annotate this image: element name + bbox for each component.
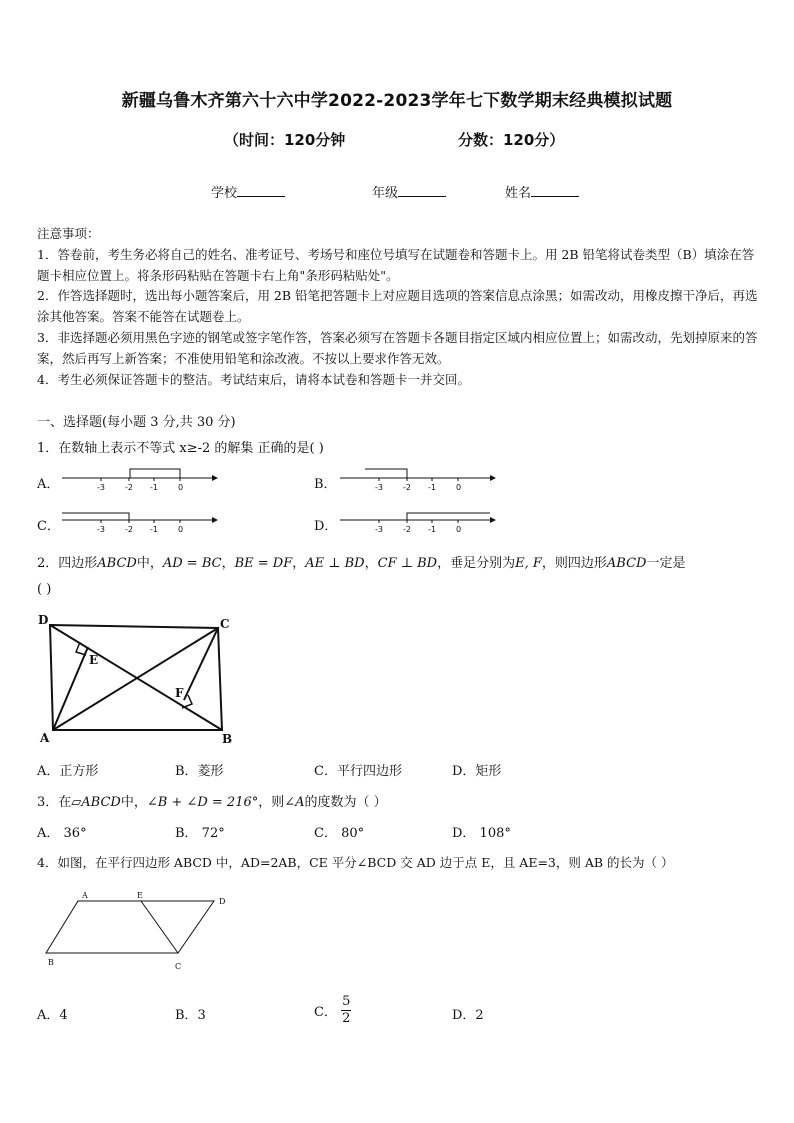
fraction-denominator: 2 (342, 1011, 351, 1026)
tick-label: -2 (125, 483, 133, 492)
q1-stem: 1．在数轴上表示不等式 x≥-2 的解集 正确的是( ) (37, 441, 324, 456)
q2-condition: AE ⊥ BD (305, 556, 365, 571)
q4-stem: 4．如图，在平行四边形 ABCD 中，AD=2AB，CE 平分∠BCD 交 AD 边于点 E，且 AE=3，则 AB 的长为（ ） (37, 855, 674, 870)
vertex-label-b: B (222, 732, 233, 746)
tick-label: -3 (97, 483, 105, 492)
notes-block (37, 224, 759, 390)
vertex-label-d: D (38, 613, 49, 627)
q4-option-a: A．4 (37, 1008, 68, 1023)
q4-option-b: B．3 (175, 1008, 206, 1023)
q4-option-d: D．2 (452, 1008, 484, 1023)
q4-option-c (314, 994, 351, 1027)
q1-numberline-b (340, 466, 500, 496)
section-title: 一、选择题(每小题 3 分,共 30 分) (37, 415, 236, 430)
q2-option-b: B．菱形 (175, 764, 224, 779)
q3-stem-part: 中， (120, 795, 147, 810)
vertex-label-d: D (219, 897, 226, 906)
q2-stem: 2．四边形ABCD中，AD = BC，BE = DF，AE ⊥ BD，CF ⊥ BD，垂足分别为E, F，则四边形ABCD一定是 (37, 556, 686, 571)
q2-feet: E, F (515, 556, 542, 571)
vertex-label-c: C (175, 962, 182, 971)
exam-time: （时间：120分钟 (224, 131, 346, 149)
school-field (211, 182, 285, 201)
q2-stem-part: 2．四边形 (37, 556, 98, 571)
vertex-label-b: B (48, 958, 54, 967)
q2-paren: ( ) (37, 582, 52, 597)
q2-condition: AD = BC (162, 556, 222, 571)
tick-label: -1 (428, 525, 436, 534)
q2-quad-name: ABCD (606, 556, 647, 571)
q1-option-d: D． (314, 519, 338, 534)
q3-option-c: C． 80° (314, 826, 365, 841)
tick-label: -3 (375, 483, 383, 492)
q2-option-a: A．正方形 (37, 764, 99, 779)
tick-label: -2 (403, 483, 411, 492)
fraction-numerator: 5 (342, 994, 351, 1009)
grade-field (372, 182, 446, 201)
tick-label: -1 (150, 483, 158, 492)
q1-option-a: A． (37, 477, 60, 492)
point-label-f: F (175, 686, 184, 700)
q4-figure (44, 890, 244, 980)
q1-numberline-a (62, 466, 222, 496)
q2-figure (36, 612, 236, 747)
q2-stem-part: 中， (136, 556, 163, 571)
tick-label: 0 (456, 525, 462, 534)
tick-label: 0 (178, 483, 184, 492)
note-item-4: 4．考生必须保证答题卡的整洁。考试结束后，请将本试卷和答题卡一并交回。 (37, 371, 470, 387)
vertex-label-a: A (40, 731, 50, 745)
school-label: 学校 (211, 186, 238, 201)
q2-condition: BE = DF (234, 556, 293, 571)
q1-option-b: B． (314, 477, 337, 492)
q2-condition: CF ⊥ BD (377, 556, 438, 571)
exam-score: 分数：120分） (458, 131, 565, 149)
q3-option-a: A． 36° (37, 826, 87, 841)
q3-stem (37, 791, 387, 810)
tick-label: -3 (97, 525, 105, 534)
tick-label: -3 (375, 525, 383, 534)
q2-stem-part: ，则四边形 (541, 556, 607, 571)
note-item-3: 3．非选择题必须用黑色字迹的钢笔或签字笔作答，答案必须写在答题卡各题目指定区域内相应位置上；如需改动，先划掉原来的答案，然后再写上新答案；不准使用铅笔和涂改液。不按以上要求作答无效。 (37, 329, 758, 366)
q3-angle: ∠A (284, 795, 305, 810)
q2-stem-part: ，垂足分别为 (437, 556, 516, 571)
point-label-e: E (137, 891, 143, 900)
q2-option-c: C．平行四边形 (314, 764, 402, 779)
grade-label: 年级 (372, 186, 399, 201)
q1-numberline-c (62, 508, 222, 538)
name-blank (531, 184, 579, 197)
point-label-e: E (89, 653, 99, 667)
exam-title: 新疆乌鲁木齐第六十六中学2022-2023学年七下数学期末经典模拟试题 (121, 91, 673, 111)
q3-stem-part: ，则 (258, 795, 285, 810)
q3-stem-part: 的度数为（ ） (304, 795, 387, 810)
q2-option-d: D．矩形 (452, 764, 502, 779)
note-item-2: 2．作答选择题时，选出每小题答案后，用 2B 铅笔把答题卡上对应题目选项的答案信息点涂黑；如需改动，用橡皮擦干净后，再选涂其他答案。答案不能答在试题卷上。 (37, 288, 758, 325)
q3-option-b: B． 72° (175, 826, 225, 841)
name-field (505, 182, 579, 201)
q3-stem-part: 3．在 (37, 795, 72, 810)
vertex-label-a: A (82, 891, 88, 900)
tick-label: -1 (428, 483, 436, 492)
tick-label: -2 (403, 525, 411, 534)
tick-label: 0 (178, 525, 184, 534)
q3-expression: ∠B + ∠D = 216° (146, 795, 259, 810)
notes-heading: 注意事项： (37, 226, 100, 241)
note-item-1: 1．答卷前，考生务必将自己的姓名、准考证号、考场号和座位号填写在试题卷和答题卡上。用 2B 铅笔将试卷类型（B）填涂在答题卡相应位置上。将条形码粘贴在答题卡右上角"条形码粘贴处"。 (37, 246, 755, 283)
q2-stem-part: 一定是 (646, 556, 686, 571)
tick-label: -1 (150, 525, 158, 534)
q4-option-c-label: C． (314, 1005, 337, 1020)
fraction (341, 994, 351, 1027)
vertex-label-c: C (220, 617, 230, 631)
name-label: 姓名 (505, 186, 532, 201)
school-blank (237, 184, 285, 197)
tick-label: 0 (456, 483, 462, 492)
grade-blank (398, 184, 446, 197)
q1-numberline-d (340, 508, 500, 538)
q3-parallelogram: ▱ABCD (71, 795, 121, 810)
tick-label: -2 (125, 525, 133, 534)
q3-option-d: D． 108° (452, 826, 511, 841)
q1-option-c: C． (37, 519, 60, 534)
q2-quad-name: ABCD (97, 556, 137, 571)
